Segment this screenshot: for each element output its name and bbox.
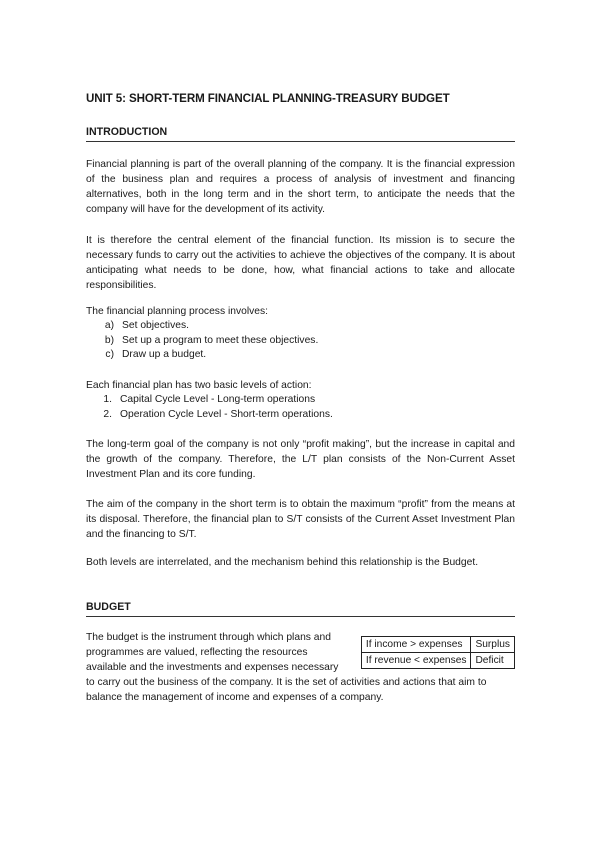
list-item-text: Capital Cycle Level - Long-term operations: [120, 394, 316, 405]
table-cell-result: Surplus: [471, 637, 515, 653]
list-item-text: Draw up a budget.: [122, 349, 207, 360]
intro-paragraph-3: The financial planning process involves:: [86, 306, 269, 317]
list-item-text: Operation Cycle Level - Short-term operations.: [120, 408, 333, 420]
list-marker: c): [105, 349, 114, 360]
table-cell-condition: If revenue < expenses: [361, 653, 471, 669]
list-item-text: Set up a program to meet these objectives.: [122, 334, 319, 346]
budget-section: [86, 630, 515, 705]
table-row: [361, 637, 514, 653]
intro-paragraph-6: The aim of the company in the short term is to obtain the maximum “profit” from the means at its disposal. Therefore, the financial plan to S/T consists of the Current Asset Investment Plan and the financing to S/T.: [86, 499, 515, 540]
list-marker: b): [104, 334, 114, 346]
list-item: [86, 393, 515, 408]
list-item: [86, 334, 515, 349]
budget-heading: BUDGET: [86, 601, 515, 617]
list-marker: a): [104, 320, 114, 331]
list-item-text: Set objectives.: [122, 320, 189, 331]
intro-paragraph-1: Financial planning is part of the overall planning of the company. It is the financial expression of the business plan and requires a process of analysis of investment and financing alternatives, both in the long term and in the short term, to anticipate the needs that the company will have for the development of its activity.: [86, 159, 515, 215]
intro-paragraph-7: Both levels are interrelated, and the mechanism behind this relationship is the Budget.: [86, 557, 479, 568]
list-marker: 2.: [103, 408, 112, 420]
intro-paragraph-5: The long-term goal of the company is not only “profit making”, but the increase in capital and the growth of the company. Therefore, the L/T plan consists of the Non-Current Asset Investment Plan and its core funding.: [86, 439, 515, 480]
budget-paragraph: The budget is the instrument through which plans and programmes are valued, reflecting the resources available and the investments and expenses necessary to carry out the business of the company. It is the set of activities and actions that aim to balance the management of income and expenses of a company.: [86, 632, 487, 703]
intro-paragraph-2: It is therefore the central element of the financial function. Its mission is to secure the necessary funds to carry out the activities to achieve the objectives of the company. It is about anticipating what needs to be done, how, what financial actions to take and allocate responsibilities.: [86, 235, 515, 291]
process-list: [86, 319, 515, 363]
levels-list: [86, 393, 515, 422]
table-cell-result: Deficit: [471, 653, 515, 669]
introduction-heading: INTRODUCTION: [86, 126, 515, 142]
list-item: [86, 348, 515, 363]
page-title: UNIT 5: SHORT-TERM FINANCIAL PLANNING-TREASURY BUDGET: [86, 92, 450, 105]
list-marker: 1.: [103, 394, 112, 405]
intro-paragraph-4: Each financial plan has two basic levels of action:: [86, 380, 312, 391]
table-row: [361, 653, 514, 669]
budget-table: [361, 636, 515, 669]
table-cell-condition: If income > expenses: [361, 637, 471, 653]
list-item: [86, 408, 515, 423]
list-item: [86, 319, 515, 334]
